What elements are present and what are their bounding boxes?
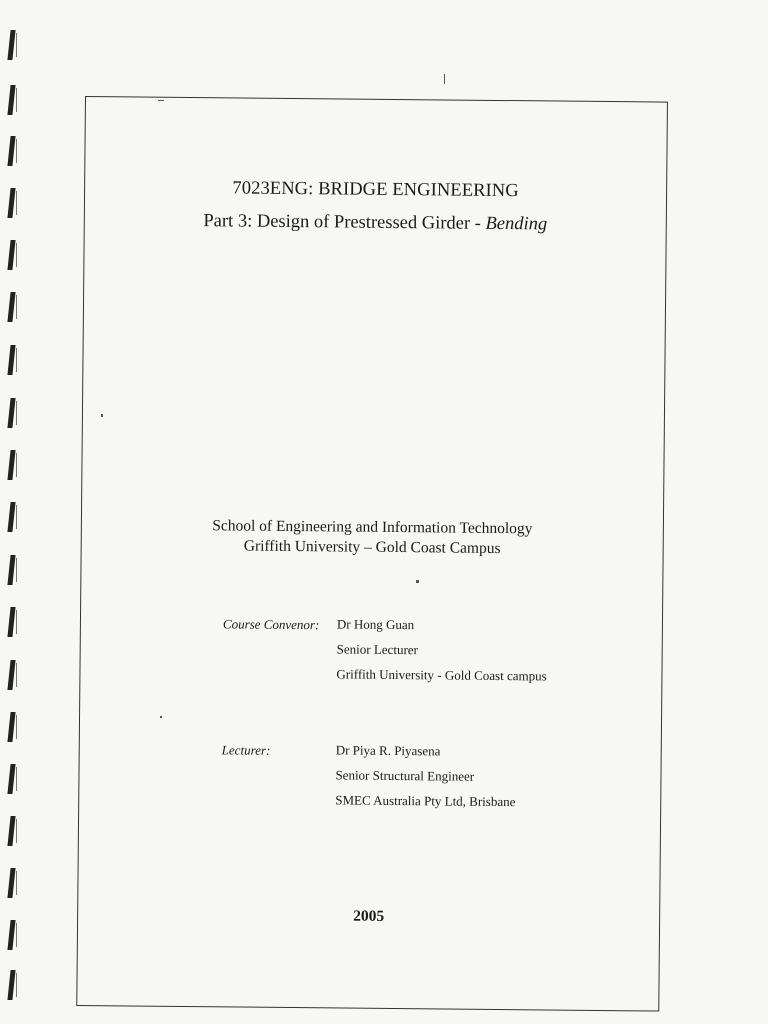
title-page-frame [76,96,668,1012]
binding-ring [7,970,17,1000]
binding-ring [7,292,17,322]
convenor-label-line: Course Convenor: [222,616,320,633]
binding-ring [7,345,17,375]
lecturer-name: Dr Piya R. Piyasena [335,742,441,759]
binding-ring [7,764,17,794]
institution-block [82,515,663,561]
binding-ring [7,30,17,60]
binding-ring [7,136,17,166]
convenor-affiliation: Griffith University - Gold Coast campus [336,666,547,684]
binding-ring [7,85,17,115]
binding-ring [7,660,17,690]
binding-ring [7,816,17,846]
binding-ring [7,502,17,532]
scan-speck [444,74,445,84]
binding-ring [7,240,17,270]
course-title: 7023ENG: BRIDGE ENGINEERING [232,178,519,202]
binding-ring [7,450,17,480]
lecturer-affiliation: SMEC Australia Pty Ltd, Brisbane [335,792,516,810]
school-name: School of Engineering and Information Technology [212,517,533,538]
part-topic: Bending [485,213,548,235]
part-label: Part 3: Design of Prestressed Girder - [203,211,481,234]
binding-ring [7,607,17,637]
convenor-details [336,611,547,688]
lecturer-label: Lecturer [221,742,267,758]
lecturer-label-line: Lecturer: [221,742,271,758]
convenor-name: Dr Hong Guan [336,616,415,633]
binding-ring [7,398,17,428]
binding-ring [7,920,17,950]
binding-ring [7,555,17,585]
convenor-position: Senior Lecturer [336,641,418,658]
publication-year: 2005 [353,907,385,925]
binding-ring [7,868,17,898]
spiral-binding [4,30,26,1010]
campus-name: Griffith University – Gold Coast Campus [243,537,501,558]
part-subtitle [85,210,666,237]
convenor-label: Course Convenor [222,616,316,633]
lecturer-details [335,737,516,814]
lecturer-position: Senior Structural Engineer [335,767,475,784]
binding-ring [7,712,17,742]
binding-ring [7,188,17,218]
